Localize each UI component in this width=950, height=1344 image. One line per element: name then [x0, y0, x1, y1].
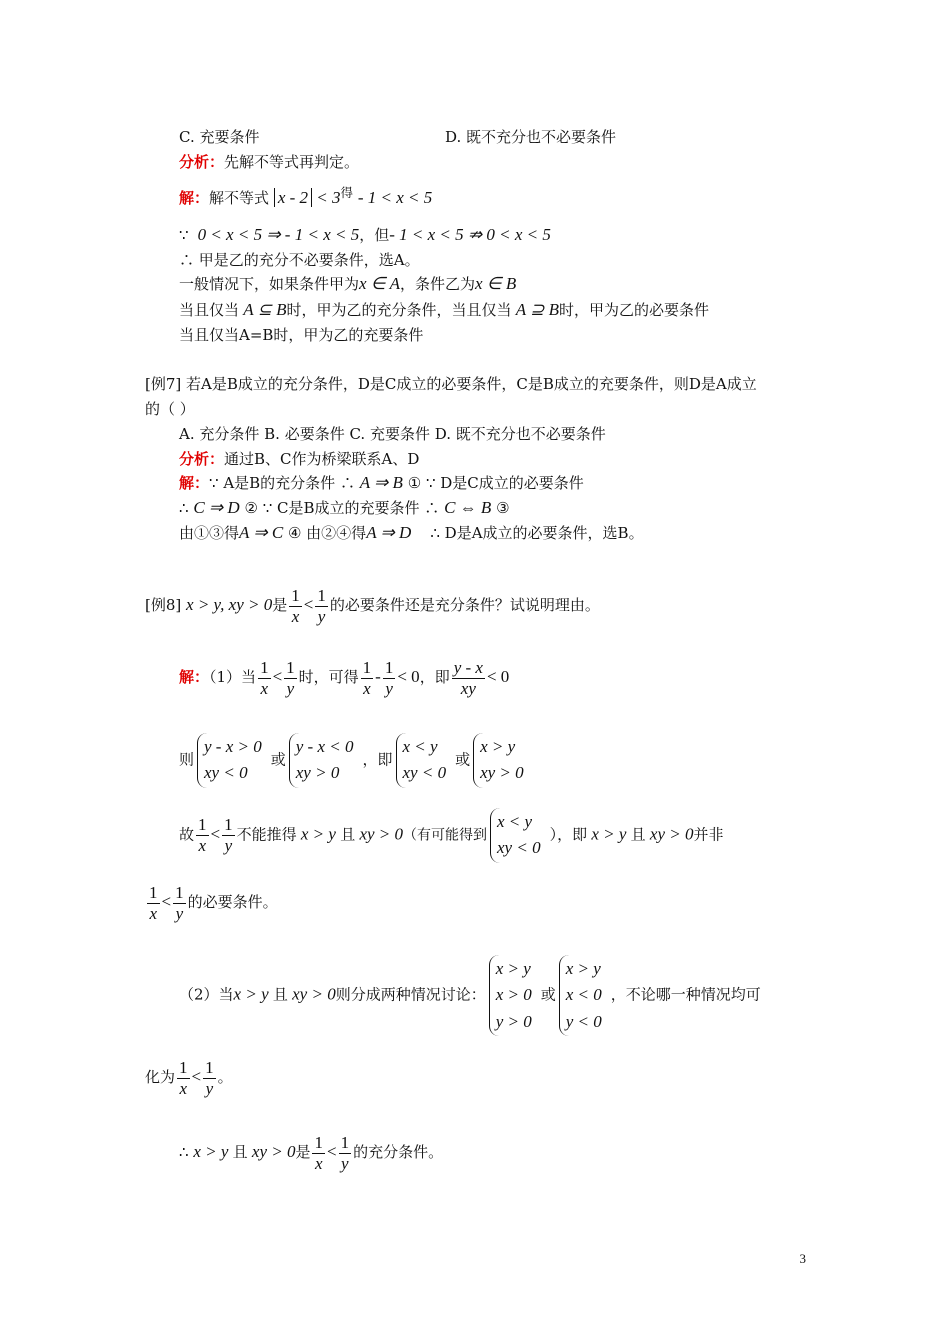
ex7-solution-3 — [179, 523, 644, 543]
ex7-s3b: ④ 由②④得 — [287, 524, 367, 542]
frac-1-over-x: $\frac{1}{x}$ — [362, 658, 372, 698]
system-4: x > y xy > 0 — [473, 733, 530, 788]
ex7-analysis-label: 分析： — [179, 450, 225, 468]
ex8-p7b: 且 — [232, 1143, 248, 1162]
math-subset: A ⊆ B — [239, 300, 287, 319]
ex7-question-2: 的（ ） — [145, 400, 195, 418]
ex8-question: [例8] x > y, xy > 0是 $\frac{1}{x}$ < $\frac{1}{y}$ 的必要条件还是充分条件？试说明理由。 — [145, 586, 600, 626]
ex7-s2b: ② ∵ C是B成立的充要条件 ∴ — [244, 499, 440, 517]
system-3: x < y xy < 0 — [396, 733, 453, 788]
ex8-p5d: 或 — [540, 985, 556, 1004]
ex8-p1c: ，即 — [419, 668, 450, 687]
solution-but: ，但 — [359, 226, 390, 244]
frac-1-over-y: $\frac{1}{y}$ — [340, 1133, 350, 1173]
ex8-p3c: 且 — [340, 825, 356, 844]
ex8-part1-line2 — [179, 733, 533, 788]
ex8-solution-label: 解： — [179, 668, 210, 687]
math-abs-inequality: x - 2 < 3 — [274, 188, 341, 207]
ex8-p2c: ，即 — [362, 750, 393, 769]
math-x-in-a: x ∈ A — [359, 274, 400, 293]
option-d: D. 既不充分也不必要条件 — [445, 128, 617, 146]
math-range: - 1 < x < 5 — [357, 188, 433, 207]
ex8-p2a: 则 — [179, 750, 195, 769]
frac-1-over-x: $\frac{1}{x}$ — [291, 586, 300, 626]
ex8-part2-line1 — [179, 955, 761, 1036]
math-xy-gt-0: xy > 0 — [287, 984, 336, 1004]
ex7-solution-label: 解： — [179, 474, 210, 492]
ex8-p3f: 且 — [630, 825, 646, 844]
solution-line-5 — [179, 300, 709, 320]
iff-text-3: 时，甲为乙的必要条件 — [558, 301, 709, 319]
solution-line-4 — [179, 274, 516, 294]
ex8-p5a: （2）当 — [179, 985, 234, 1004]
ex7-question-1: [例7] 若A是B成立的充分条件，D是C成立的必要条件，C是B成立的充要条件，则D是A成立 — [145, 375, 757, 393]
ex8-conclusion: ∴ x > y 且 xy > 0是 $\frac{1}{x}$ < $\frac{1}{y}$ 的充分条件。 — [179, 1133, 444, 1173]
solution-line-3: ∴ 甲是乙的充分不必要条件，选A。 — [179, 251, 420, 269]
ex8-p5e: ，不论哪一种情况均可 — [610, 985, 761, 1004]
ex7-analysis — [179, 450, 419, 468]
general-text: 一般情况下，如果条件甲为 — [179, 275, 360, 293]
analysis-text: 先解不等式再判定。 — [224, 153, 360, 171]
frac-1-over-x: $\frac{1}{x}$ — [260, 658, 269, 698]
math-x-gt-y: x > y — [296, 824, 341, 844]
system-5: x < y xy < 0 — [490, 808, 547, 863]
solution-label: 解： — [179, 189, 210, 207]
math-non-implication: - 1 < x < 5 ⇏ 0 < x < 5 — [389, 225, 551, 244]
frac-1-over-x: $\frac{1}{x}$ — [314, 1133, 323, 1173]
ex8-p3d: （有可能得到 — [403, 827, 488, 844]
solution-line-6: 当且仅当A=B时，甲为乙的充要条件 — [179, 326, 424, 344]
solution-line-2 — [179, 225, 551, 245]
frac-1-over-y: $\frac{1}{y}$ — [384, 658, 394, 698]
math-c-implies-d: C ⇒ D — [193, 498, 240, 517]
math-xy-gt-0: xy > 0 — [355, 824, 404, 844]
general-text-2: ，条件乙为 — [399, 275, 475, 293]
frac-1-over-y: $\frac{1}{y}$ — [286, 658, 295, 698]
system-7: x > y x < 0 y < 0 — [559, 955, 608, 1036]
iff-text-2: 时，甲为乙的充分条件，当且仅当 — [286, 301, 512, 319]
math-c-iff-b: C ⇔ B — [444, 498, 492, 517]
system-6: x > y x > 0 y > 0 — [489, 955, 538, 1036]
ex8-p3g: 并非 — [693, 825, 724, 844]
math-superset: A ⊇ B — [511, 300, 559, 319]
solution-line-1 — [179, 185, 432, 208]
ex8-p4: 的必要条件。 — [187, 893, 278, 912]
solution-de: 得 — [340, 185, 354, 200]
frac-1-over-y: $\frac{1}{y}$ — [317, 586, 326, 626]
ex8-part1-line4: $\frac{1}{x}$ < $\frac{1}{y}$ 的必要条件。 — [149, 883, 278, 923]
ex8-p5b: 且 — [272, 985, 288, 1004]
ex8-p5c: 则分成两种情况讨论： — [335, 985, 486, 1004]
ex7-solution-1 — [179, 473, 584, 493]
therefore-symbol: ∴ — [179, 1143, 189, 1162]
ex8-p3b: 不能推得 — [236, 825, 297, 844]
ex7-s3c: ∴ D是A成立的必要条件，选B。 — [430, 524, 644, 542]
math-a-implies-c: A ⇒ C — [239, 523, 284, 542]
math-xy-gt-0: xy > 0 — [247, 1142, 296, 1162]
ex8-question-end: 的必要条件还是充分条件？试说明理由。 — [329, 596, 600, 615]
frac-1-over-y: $\frac{1}{y}$ — [175, 883, 184, 923]
ex7-s1a: ∵ A是B的充分条件 ∴ — [209, 474, 355, 492]
frac-y-minus-x-over-xy: $\frac{y - x}{xy}$ — [453, 658, 483, 698]
ex7-options: A. 充分条件 B. 必要条件 C. 充要条件 D. 既不充分也不必要条件 — [179, 425, 606, 443]
math-a-implies-d: A ⇒ D — [366, 523, 412, 542]
math-x-gt-y: x > y — [233, 984, 273, 1004]
ex8-p2d: 或 — [455, 750, 471, 769]
page-number: 3 — [799, 1251, 806, 1266]
analysis-line — [179, 153, 359, 171]
ex8-label: [例8] — [145, 596, 182, 615]
ex8-p3a: 故 — [179, 825, 195, 844]
ex7-solution-2 — [179, 498, 510, 518]
ex7-analysis-text: 通过B、C作为桥梁联系A、D — [224, 450, 420, 468]
frac-1-over-x: $\frac{1}{x}$ — [179, 1058, 188, 1098]
ex8-p2b: 或 — [270, 750, 286, 769]
math-a-implies-b: A ⇒ B — [359, 473, 403, 492]
ex8-p7c: 是 — [295, 1143, 311, 1162]
frac-1-over-x: $\frac{1}{x}$ — [198, 815, 207, 855]
ex8-p7d: 的充分条件。 — [353, 1143, 444, 1162]
ex8-part1-line3: 故 $\frac{1}{x}$ < $\frac{1}{y}$ 不能推得 x > y 且 xy > 0（有可能得到 x < y xy < 0 ），即 x > y 且 xy > 0并非 — [179, 808, 724, 863]
frac-1-over-y: $\frac{1}{y}$ — [205, 1058, 214, 1098]
ex8-part2-line2: 化为 $\frac{1}{x}$ < $\frac{1}{y}$ 。 — [145, 1058, 233, 1098]
math-x-in-b: x ∈ B — [474, 274, 517, 293]
ex8-p3e: ），即 — [549, 825, 588, 844]
system-2: y - x < 0 xy > 0 — [289, 733, 360, 788]
math-condition: x > y, xy > 0 — [186, 595, 273, 615]
ex7-s3a: 由①③得 — [179, 524, 240, 542]
ex7-s2c: ③ — [496, 499, 510, 517]
math-xy-gt-0: xy > 0 — [645, 824, 694, 844]
math-x-gt-y: x > y — [193, 1142, 233, 1162]
solution-text: 解不等式 — [209, 189, 270, 207]
option-c: C. 充要条件 — [179, 128, 260, 146]
math-x-gt-y: x > y — [587, 824, 631, 844]
ex8-p6a: 化为 — [145, 1068, 176, 1087]
frac-1-over-x: $\frac{1}{x}$ — [149, 883, 158, 923]
frac-1-over-y: $\frac{1}{y}$ — [224, 815, 233, 855]
analysis-label: 分析： — [179, 153, 225, 171]
ex8-is: 是 — [272, 596, 288, 615]
system-1: y - x > 0 xy < 0 — [197, 733, 268, 788]
ex8-part1-line1: 解：（1）当 $\frac{1}{x}$ < $\frac{1}{y}$ 时，可得 $\frac{1}{x}$ - $\frac{1}{y}$ < 0，即 $\frac{y - x}{xy}$ < 0 — [179, 658, 510, 698]
ex8-p6b: 。 — [217, 1068, 233, 1087]
ex7-s2a: ∴ — [179, 499, 189, 517]
because-symbol: ∵ — [179, 226, 189, 244]
ex7-s1b: ① ∵ D是C成立的必要条件 — [407, 474, 584, 492]
ex8-p1b: 时，可得 — [298, 668, 359, 687]
iff-text: 当且仅当 — [179, 301, 240, 319]
math-implication: 0 < x < 5 ⇒ - 1 < x < 5 — [193, 225, 360, 244]
ex8-p1a: （1）当 — [209, 668, 257, 687]
